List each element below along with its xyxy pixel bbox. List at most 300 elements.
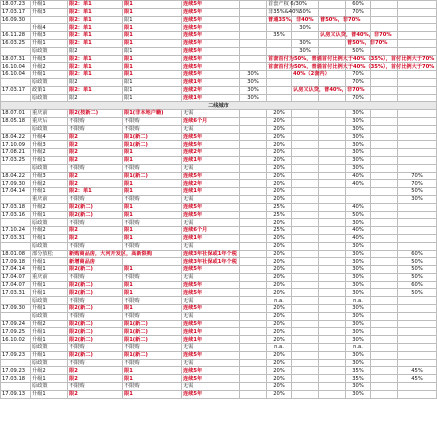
table-cell: 限2：单1 bbox=[68, 86, 123, 94]
table-cell bbox=[240, 328, 267, 336]
table-cell: 限2：单1 bbox=[68, 39, 123, 47]
table-cell bbox=[398, 234, 437, 242]
table-cell bbox=[292, 227, 319, 235]
table-cell: 限1 bbox=[123, 305, 182, 313]
section-label: 二线城市 bbox=[1, 102, 437, 110]
table-cell bbox=[371, 273, 398, 281]
table-cell bbox=[292, 390, 319, 398]
table-cell: 30% bbox=[346, 351, 371, 359]
table-row bbox=[1, 242, 437, 250]
table-cell: 30% bbox=[346, 133, 371, 141]
table-cell bbox=[240, 141, 267, 149]
table-cell: 升级1 bbox=[31, 305, 68, 313]
table-cell: 无需 bbox=[182, 195, 240, 203]
table-cell: 35% bbox=[346, 375, 371, 383]
table-cell bbox=[398, 344, 437, 352]
table-cell bbox=[371, 242, 398, 250]
table-cell: 限1 bbox=[123, 32, 182, 40]
table-cell bbox=[371, 164, 398, 172]
table-cell: 原政策 bbox=[31, 383, 68, 391]
table-cell bbox=[240, 8, 267, 16]
table-cell: 限1 bbox=[123, 63, 182, 71]
table-cell: 不限购 bbox=[68, 297, 123, 305]
table-cell: 20% bbox=[267, 195, 292, 203]
table-cell: 政策1 bbox=[31, 86, 68, 94]
table-cell: 限1(新二) bbox=[123, 320, 182, 328]
table-cell: 不限购 bbox=[68, 219, 123, 227]
table-cell: 原政策 bbox=[31, 359, 68, 367]
table-cell bbox=[292, 133, 319, 141]
table-row bbox=[1, 8, 437, 16]
table-cell: 20% bbox=[267, 258, 292, 266]
table-cell bbox=[319, 266, 346, 274]
table-cell: 20% bbox=[267, 351, 292, 359]
table-cell bbox=[240, 149, 267, 157]
table-row bbox=[1, 312, 437, 320]
table-cell: 重庆前 bbox=[31, 273, 68, 281]
table-cell: 20% bbox=[267, 141, 292, 149]
table-cell: 70% bbox=[346, 78, 371, 86]
table-cell: 连续5年 bbox=[182, 141, 240, 149]
table-cell bbox=[371, 359, 398, 367]
table-cell: 限1 bbox=[123, 8, 182, 16]
table-row bbox=[1, 297, 437, 305]
table-cell: 连续1年 bbox=[182, 234, 240, 242]
table-cell: 20% bbox=[267, 117, 292, 125]
table-cell: 30% bbox=[346, 312, 371, 320]
table-cell: 20% bbox=[267, 266, 292, 274]
table-cell bbox=[292, 305, 319, 313]
table-cell: 限2 bbox=[68, 47, 123, 55]
table-cell: 20% bbox=[267, 328, 292, 336]
table-cell: 限1 bbox=[123, 39, 182, 47]
table-cell: 限2(新二) bbox=[68, 305, 123, 313]
table-cell bbox=[267, 24, 292, 32]
table-cell: 原政策 bbox=[31, 242, 68, 250]
table-cell: 17.09.13 bbox=[1, 390, 31, 398]
table-row bbox=[1, 266, 437, 274]
table-cell: 20% bbox=[267, 289, 292, 297]
table-cell bbox=[398, 86, 437, 94]
table-cell bbox=[371, 336, 398, 344]
table-cell bbox=[398, 359, 437, 367]
table-cell bbox=[292, 117, 319, 125]
table-cell bbox=[292, 149, 319, 157]
table-cell: 升级4 bbox=[31, 133, 68, 141]
table-cell: 30% bbox=[346, 141, 371, 149]
table-cell bbox=[292, 312, 319, 320]
table-cell: 原政策 bbox=[31, 125, 68, 133]
table-row bbox=[1, 16, 437, 24]
table-cell bbox=[319, 359, 346, 367]
table-cell: 17.09.18 bbox=[1, 258, 31, 266]
table-cell: 连续5年 bbox=[182, 281, 240, 289]
table-cell: 连续1年 bbox=[182, 156, 240, 164]
table-cell bbox=[398, 117, 437, 125]
table-cell: 升级2 bbox=[31, 63, 68, 71]
table-cell bbox=[319, 211, 346, 219]
table-cell bbox=[1, 195, 31, 203]
table-cell bbox=[319, 180, 346, 188]
table-cell: 限1(新二) bbox=[123, 328, 182, 336]
table-cell bbox=[398, 39, 437, 47]
table-cell: 升级1 bbox=[31, 336, 68, 344]
table-cell bbox=[398, 141, 437, 149]
table-cell bbox=[319, 110, 346, 118]
table-cell: 30% bbox=[292, 39, 319, 47]
table-cell bbox=[240, 16, 267, 24]
table-row bbox=[1, 117, 437, 125]
table-cell: 17.08.21 bbox=[1, 149, 31, 157]
table-cell: 限1(新二) bbox=[123, 336, 182, 344]
table-cell: 20% bbox=[267, 164, 292, 172]
table-cell: 新增商品房 bbox=[68, 258, 123, 266]
table-cell bbox=[319, 1, 346, 9]
table-cell: 16.10.02 bbox=[1, 336, 31, 344]
table-cell bbox=[398, 390, 437, 398]
table-cell: 升级1 bbox=[31, 39, 68, 47]
table-cell: 部分放松 bbox=[31, 250, 68, 258]
table-cell: 70% bbox=[398, 172, 437, 180]
table-cell: 限1 bbox=[123, 94, 182, 102]
table-cell: 升级3 bbox=[31, 55, 68, 63]
table-cell: 限2：单1 bbox=[68, 32, 123, 40]
table-cell bbox=[240, 32, 267, 40]
table-cell bbox=[292, 203, 319, 211]
table-row bbox=[1, 305, 437, 313]
table-cell bbox=[240, 219, 267, 227]
table-cell: 40% bbox=[346, 180, 371, 188]
table-cell: 连续5年 bbox=[182, 367, 240, 375]
table-row bbox=[1, 375, 437, 383]
table-cell: 17.03.16 bbox=[1, 211, 31, 219]
table-cell bbox=[240, 39, 267, 47]
table-cell: 20% bbox=[267, 312, 292, 320]
table-cell: 50% bbox=[398, 289, 437, 297]
table-cell: 连续5年 bbox=[182, 1, 240, 9]
table-cell: 30% bbox=[240, 86, 267, 94]
table-cell: 50% bbox=[346, 47, 371, 55]
table-cell: 升级2 bbox=[31, 320, 68, 328]
table-cell: 不限购 bbox=[123, 164, 182, 172]
table-cell: 30% bbox=[346, 164, 371, 172]
table-cell bbox=[371, 351, 398, 359]
table-cell: 17.09.30 bbox=[1, 180, 31, 188]
table-cell: 限1 bbox=[123, 390, 182, 398]
table-cell: 18.07.31 bbox=[1, 55, 31, 63]
table-cell: 限1 bbox=[123, 188, 182, 196]
table-cell bbox=[319, 383, 346, 391]
table-cell: 30% bbox=[346, 320, 371, 328]
table-cell: 限1 bbox=[123, 47, 182, 55]
table-cell bbox=[319, 242, 346, 250]
table-cell: 限2 bbox=[68, 375, 123, 383]
table-cell bbox=[398, 47, 437, 55]
table-cell: 不限购 bbox=[68, 383, 123, 391]
table-cell bbox=[319, 367, 346, 375]
table-cell bbox=[398, 125, 437, 133]
table-cell: 18.05.18 bbox=[1, 117, 31, 125]
table-cell: 30% bbox=[346, 383, 371, 391]
table-cell: 升级2 bbox=[31, 203, 68, 211]
table-cell: 限2(新二) bbox=[68, 351, 123, 359]
table-cell: 限2(新二) bbox=[68, 211, 123, 219]
table-cell: 重庆后 bbox=[31, 117, 68, 125]
table-cell: 17.03.18 bbox=[1, 375, 31, 383]
table-cell bbox=[292, 164, 319, 172]
table-cell: 30% bbox=[398, 195, 437, 203]
table-cell: 限1(新二) bbox=[123, 172, 182, 180]
table-cell bbox=[292, 188, 319, 196]
table-cell bbox=[319, 344, 346, 352]
table-cell bbox=[240, 266, 267, 274]
table-cell bbox=[240, 344, 267, 352]
table-cell bbox=[371, 71, 398, 79]
table-cell: 限2 bbox=[68, 227, 123, 235]
table-cell: 限1 bbox=[123, 149, 182, 157]
table-cell bbox=[240, 172, 267, 180]
table-cell: 30% bbox=[346, 117, 371, 125]
table-cell: 20% bbox=[267, 133, 292, 141]
table-cell bbox=[292, 344, 319, 352]
table-cell: n.a. bbox=[346, 297, 371, 305]
table-cell bbox=[240, 133, 267, 141]
table-cell: 30% bbox=[346, 110, 371, 118]
table-cell bbox=[371, 110, 398, 118]
table-cell: 30% bbox=[346, 305, 371, 313]
table-cell: 20% bbox=[267, 375, 292, 383]
table-cell: n.a. bbox=[346, 344, 371, 352]
table-cell: 连续5年 bbox=[182, 47, 240, 55]
table-cell bbox=[371, 297, 398, 305]
table-cell bbox=[240, 336, 267, 344]
table-cell: 45% bbox=[398, 375, 437, 383]
table-cell: 70% bbox=[346, 8, 371, 16]
table-cell: 原政策 bbox=[31, 312, 68, 320]
table-cell bbox=[292, 180, 319, 188]
table-cell: 限2：单1 bbox=[68, 24, 123, 32]
table-cell bbox=[240, 55, 267, 63]
table-cell: 升级1 bbox=[31, 281, 68, 289]
table-cell bbox=[240, 125, 267, 133]
table-cell: 限2 bbox=[68, 94, 123, 102]
table-cell: 17.03.31 bbox=[1, 234, 31, 242]
table-cell bbox=[292, 172, 319, 180]
table-cell: 普50%，非70% bbox=[320, 16, 361, 23]
table-cell bbox=[371, 344, 398, 352]
table-cell: 连续2年 bbox=[182, 149, 240, 157]
table-cell: 30% bbox=[346, 149, 371, 157]
table-cell: 17.03.25 bbox=[1, 156, 31, 164]
table-cell: 16.11.28 bbox=[1, 32, 31, 40]
table-cell bbox=[371, 78, 398, 86]
table-cell bbox=[398, 149, 437, 157]
table-cell bbox=[1, 344, 31, 352]
table-cell: 30% bbox=[292, 47, 319, 55]
table-cell bbox=[292, 250, 319, 258]
table-cell: 连续1年 bbox=[182, 328, 240, 336]
table-cell bbox=[319, 336, 346, 344]
table-cell bbox=[240, 110, 267, 118]
table-cell: 升级3 bbox=[31, 8, 68, 16]
table-cell bbox=[240, 47, 267, 55]
table-cell: 连续5年 bbox=[182, 305, 240, 313]
table-cell bbox=[371, 8, 398, 16]
table-cell bbox=[1, 242, 31, 250]
table-cell bbox=[240, 390, 267, 398]
table-cell: 40% bbox=[346, 203, 371, 211]
table-cell: 20% bbox=[267, 125, 292, 133]
table-cell: 连续5年 bbox=[182, 39, 240, 47]
table-cell bbox=[292, 156, 319, 164]
table-cell: 不限购 bbox=[123, 117, 182, 125]
table-cell: 50% bbox=[398, 258, 437, 266]
table-cell: 升级3 bbox=[31, 172, 68, 180]
table-cell bbox=[398, 8, 437, 16]
table-cell bbox=[1, 47, 31, 55]
table-cell bbox=[292, 211, 319, 219]
table-cell: 40%（2套内） bbox=[293, 71, 330, 78]
table-cell: 16.10.04 bbox=[1, 63, 31, 71]
table-cell: 原政策 bbox=[31, 78, 68, 86]
table-cell bbox=[31, 16, 68, 24]
table-row bbox=[1, 188, 437, 196]
table-cell: 连续3年社保或1年个税 bbox=[182, 250, 240, 258]
table-cell: 30% bbox=[346, 258, 371, 266]
table-cell: 无需 bbox=[182, 359, 240, 367]
table-cell: 45% bbox=[398, 367, 437, 375]
table-cell: 25% bbox=[267, 203, 292, 211]
table-cell: 连续1年 bbox=[182, 94, 240, 102]
table-cell: 普50%，非70% bbox=[347, 40, 388, 47]
table-cell bbox=[371, 320, 398, 328]
table-row bbox=[1, 359, 437, 367]
table-cell: 50% bbox=[398, 188, 437, 196]
table-cell: 20% bbox=[267, 156, 292, 164]
table-cell: 连续5年 bbox=[182, 63, 240, 71]
table-cell bbox=[319, 250, 346, 258]
table-cell: 限1 bbox=[123, 211, 182, 219]
table-cell: 限2 bbox=[68, 367, 123, 375]
table-cell bbox=[267, 86, 292, 94]
table-cell bbox=[371, 24, 398, 32]
table-cell bbox=[371, 149, 398, 157]
table-cell bbox=[240, 250, 267, 258]
table-cell bbox=[319, 8, 346, 16]
table-cell: 60% bbox=[346, 1, 371, 9]
table-cell bbox=[371, 117, 398, 125]
table-cell bbox=[240, 203, 267, 211]
table-cell: 首套首付为50%，普通首付比例大于40%（35%），首付比例大于70% bbox=[268, 63, 435, 70]
table-cell: 首套产权 6/30% bbox=[268, 1, 307, 8]
table-cell bbox=[371, 250, 398, 258]
table-cell: 25% bbox=[267, 227, 292, 235]
table-cell: 连续5年 bbox=[182, 375, 240, 383]
table-cell: 40% bbox=[346, 234, 371, 242]
table-cell bbox=[398, 305, 437, 313]
table-cell bbox=[371, 125, 398, 133]
table-row bbox=[1, 172, 437, 180]
table-cell: 17.09.30 bbox=[1, 305, 31, 313]
table-row bbox=[1, 1, 437, 9]
table-cell: 首套首付为50%，普通首付比例大于40%（35%），首付比例大于70% bbox=[268, 55, 435, 62]
table-cell bbox=[319, 133, 346, 141]
table-cell: 35% bbox=[346, 367, 371, 375]
table-cell bbox=[398, 203, 437, 211]
table-cell bbox=[240, 1, 267, 9]
table-cell: 升级1 bbox=[31, 390, 68, 398]
table-cell: 不限购 bbox=[68, 195, 123, 203]
table-cell bbox=[292, 336, 319, 344]
table-cell bbox=[240, 117, 267, 125]
table-cell bbox=[398, 71, 437, 79]
table-cell: 70% bbox=[346, 94, 371, 102]
table-cell bbox=[371, 195, 398, 203]
table-cell: 升级1 bbox=[31, 328, 68, 336]
table-cell bbox=[292, 320, 319, 328]
table-row bbox=[1, 86, 437, 94]
table-cell bbox=[398, 351, 437, 359]
table-row bbox=[1, 156, 437, 164]
table-cell bbox=[292, 273, 319, 281]
table-cell bbox=[292, 110, 319, 118]
table-cell: 连续5年 bbox=[182, 32, 240, 40]
table-cell: 17.04.14 bbox=[1, 188, 31, 196]
table-cell: 30% bbox=[346, 390, 371, 398]
table-cell bbox=[319, 117, 346, 125]
table-cell bbox=[292, 219, 319, 227]
table-cell bbox=[319, 141, 346, 149]
table-cell: n.a. bbox=[267, 297, 292, 305]
table-cell bbox=[240, 188, 267, 196]
table-cell: 连续2年 bbox=[182, 86, 240, 94]
table-cell bbox=[398, 211, 437, 219]
table-cell bbox=[371, 1, 398, 9]
table-cell: 30% bbox=[346, 125, 371, 133]
table-cell: 无需 bbox=[182, 312, 240, 320]
table-cell bbox=[371, 211, 398, 219]
table-cell: 20% bbox=[267, 234, 292, 242]
table-cell bbox=[240, 164, 267, 172]
table-cell: 限1(新二) bbox=[123, 141, 182, 149]
table-cell: 升级1 bbox=[31, 351, 68, 359]
table-cell: 不限购 bbox=[68, 242, 123, 250]
table-cell: 连续1年 bbox=[182, 188, 240, 196]
table-cell bbox=[319, 172, 346, 180]
table-cell: 连续2年 bbox=[182, 180, 240, 188]
table-cell: 限2 bbox=[68, 172, 123, 180]
table-cell bbox=[371, 133, 398, 141]
table-cell: 20% bbox=[267, 359, 292, 367]
table-cell bbox=[398, 383, 437, 391]
table-cell bbox=[371, 180, 398, 188]
table-cell bbox=[398, 156, 437, 164]
table-cell: 连续5年 bbox=[182, 351, 240, 359]
table-cell bbox=[319, 195, 346, 203]
table-cell: 18.04.22 bbox=[1, 172, 31, 180]
section-band bbox=[1, 102, 437, 110]
table-cell: 60% bbox=[398, 250, 437, 258]
table-cell: 不限购 bbox=[123, 219, 182, 227]
table-cell: 限2 bbox=[68, 234, 123, 242]
table-cell bbox=[292, 78, 319, 86]
table-cell: 无需 bbox=[182, 125, 240, 133]
table-cell bbox=[1, 219, 31, 227]
table-cell: 新购商品房，大河开发区，高新限购 bbox=[69, 250, 153, 257]
table-cell bbox=[371, 227, 398, 235]
table-cell: 限1 bbox=[123, 266, 182, 274]
table-cell bbox=[292, 328, 319, 336]
